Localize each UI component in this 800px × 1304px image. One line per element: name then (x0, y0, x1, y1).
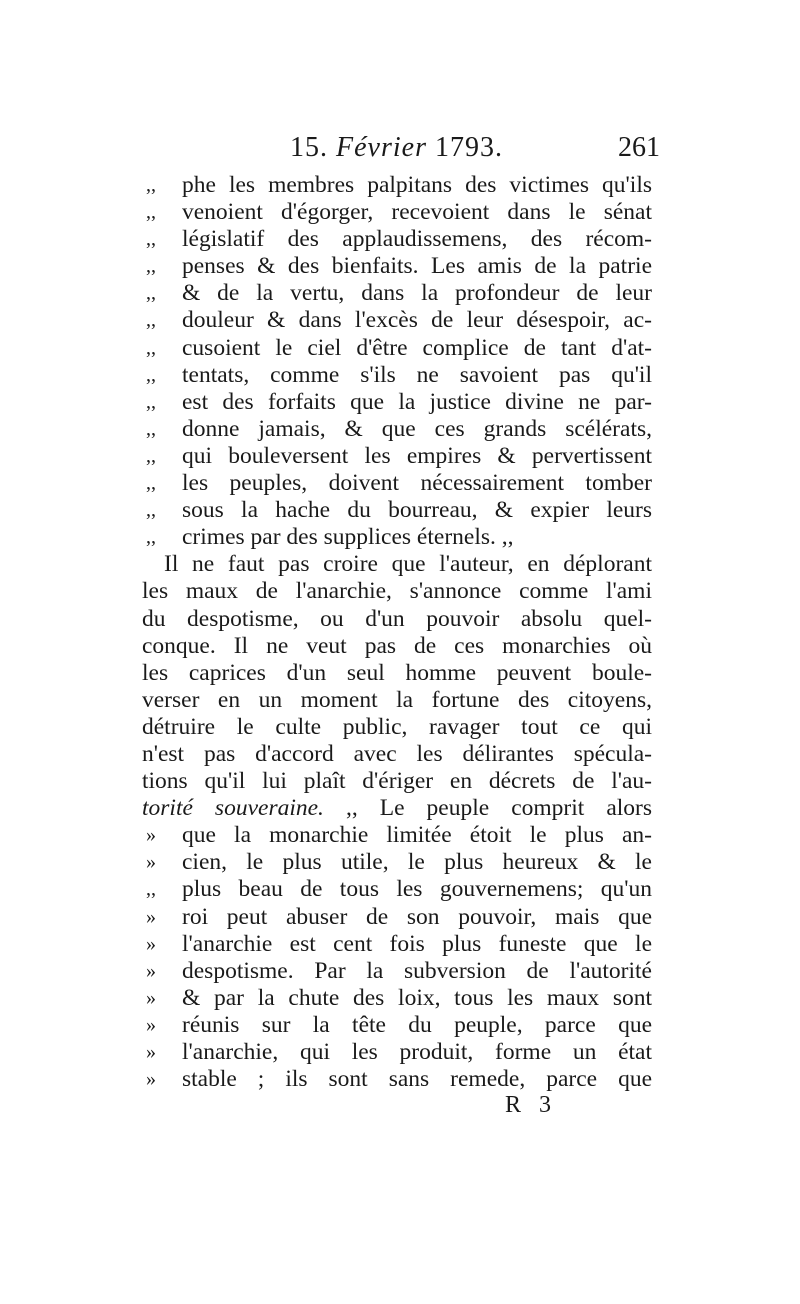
line-text: cusoient le ciel d'être complice de tant d'at- (182, 334, 652, 361)
line-text: plus beau de tous les gouvernemens; qu'un (182, 876, 652, 903)
quote-mark: ,, (146, 472, 156, 495)
text-line (142, 307, 652, 334)
text-line (142, 985, 652, 1012)
line-text: & de la vertu, dans la profondeur de leur (182, 280, 652, 307)
line-text: crimes par des supplices éternels. ,, (182, 524, 514, 551)
quote-mark: ,, (146, 255, 156, 278)
line-text (142, 795, 652, 822)
quote-mark: » (146, 1013, 156, 1036)
text-line (142, 741, 652, 768)
text-line (142, 795, 652, 822)
text-line (142, 931, 652, 958)
text-line (142, 253, 652, 280)
line-text: despotisme. Par la subversion de l'autorité (182, 957, 652, 984)
text-line (142, 1039, 652, 1066)
quote-mark: ,, (146, 201, 156, 224)
line-text: réunis sur la tête du peuple, parce que (182, 1011, 652, 1038)
line-text: donne jamais, & que ces grands scélérats, (182, 415, 652, 442)
text-line (142, 958, 652, 985)
line-text: législatif des applaudissemens, des récom- (182, 226, 652, 253)
text-line (142, 226, 652, 253)
line-text: est des forfaits que la justice divine ne par- (182, 388, 652, 415)
line-text: qui bouleversent les empires & pervertissent (182, 442, 652, 469)
quote-mark: » (146, 986, 156, 1009)
quote-mark: ,, (146, 174, 156, 196)
line-text: l'anarchie, qui les produit, forme un état (182, 1039, 652, 1065)
quote-mark: ,, (146, 390, 156, 413)
line-text: détruire le culte public, ravager tout ce qui (142, 713, 652, 740)
quote-mark: » (146, 851, 156, 874)
text-line (142, 389, 652, 416)
text-line (142, 687, 652, 714)
text-line (142, 416, 652, 443)
text-line (142, 660, 652, 687)
quote-mark: » (146, 932, 156, 955)
text-line (142, 904, 652, 931)
line-text: du despotisme, ou d'un pouvoir absolu quel- (142, 605, 652, 632)
page-number: 261 (618, 132, 660, 163)
line-text: tentats, comme s'ils ne savoient pas qu'il (182, 361, 652, 388)
running-date (290, 132, 503, 164)
line-text: les caprices d'un seul homme peuvent boule- (142, 659, 652, 686)
quote-mark: ,, (146, 309, 156, 332)
quote-mark: ,, (146, 417, 156, 440)
italic-text: torité souveraine. (142, 795, 324, 822)
text-line (142, 768, 652, 795)
date-prefix: 15. (290, 132, 328, 163)
quote-mark: ,, (146, 228, 156, 251)
text-line (142, 578, 652, 605)
line-text: l'anarchie est cent fois plus funeste que le (182, 930, 652, 957)
line-text: verser en un moment la fortune des citoyens, (142, 686, 652, 713)
text-line (142, 470, 652, 497)
line-text: roi peut abuser de son pouvoir, mais que (182, 903, 652, 930)
text-line (142, 714, 652, 741)
text-body (142, 172, 652, 1093)
quote-mark: ,, (146, 878, 156, 901)
text-line (142, 633, 652, 660)
line-text: venoient d'égorger, recevoient dans le sénat (182, 199, 652, 226)
quote-mark: ,, (146, 444, 156, 467)
quote-mark: » (146, 959, 156, 982)
quote-mark: » (146, 1068, 156, 1091)
signature-mark: R 3 (505, 1092, 558, 1118)
quote-mark: ,, (146, 282, 156, 305)
text-line (142, 280, 652, 307)
text-line (142, 443, 652, 470)
quote-mark: » (146, 1041, 156, 1063)
line-text: douleur & dans l'excès de leur désespoir, ac- (182, 307, 652, 334)
quote-mark: » (146, 905, 156, 928)
text-line (142, 1066, 652, 1093)
text-line (142, 524, 652, 551)
line-text: cien, le plus utile, le plus heureux & le (182, 849, 652, 876)
line-text: n'est pas d'accord avec les délirantes spécula- (142, 740, 652, 767)
date-year: 1793. (434, 132, 503, 163)
quote-mark: ,, (146, 499, 156, 522)
text-line (142, 362, 652, 389)
line-text: penses & des bienfaits. Les amis de la patrie (182, 253, 652, 280)
text-line (142, 876, 652, 903)
quote-mark: » (146, 824, 156, 847)
quote-mark: ,, (146, 336, 156, 359)
text-line (142, 606, 652, 633)
text-line (142, 1012, 652, 1039)
line-text-rest: ,, Le peuple comprit alors (323, 795, 652, 822)
line-text: tions qu'il lui plaît d'ériger en décrets de l'au- (142, 768, 652, 795)
text-line (142, 199, 652, 226)
line-text: phe les membres palpitans des victimes qu'ils (182, 172, 652, 198)
line-text: sous la hache du bourreau, & expier leurs (182, 497, 652, 524)
line-text: stable ; ils sont sans remede, parce que (182, 1066, 652, 1093)
text-line (142, 822, 652, 849)
line-text: & par la chute des loix, tous les maux sont (182, 984, 652, 1011)
date-month: Février (336, 132, 427, 163)
text-line (142, 551, 652, 578)
quote-mark: ,, (146, 526, 156, 549)
line-text: les peuples, doivent nécessairement tomber (182, 470, 652, 497)
line-text: que la monarchie limitée étoit le plus an- (182, 822, 652, 849)
line-text: Il ne faut pas croire que l'auteur, en déplorant (164, 551, 652, 578)
line-text: les maux de l'anarchie, s'annonce comme l'ami (142, 578, 652, 605)
line-text: conque. Il ne veut pas de ces monarchies où (142, 632, 652, 659)
quote-mark: ,, (146, 363, 156, 386)
text-line (142, 172, 652, 199)
page-header (140, 132, 660, 166)
text-line (142, 335, 652, 362)
text-line (142, 849, 652, 876)
text-line (142, 497, 652, 524)
